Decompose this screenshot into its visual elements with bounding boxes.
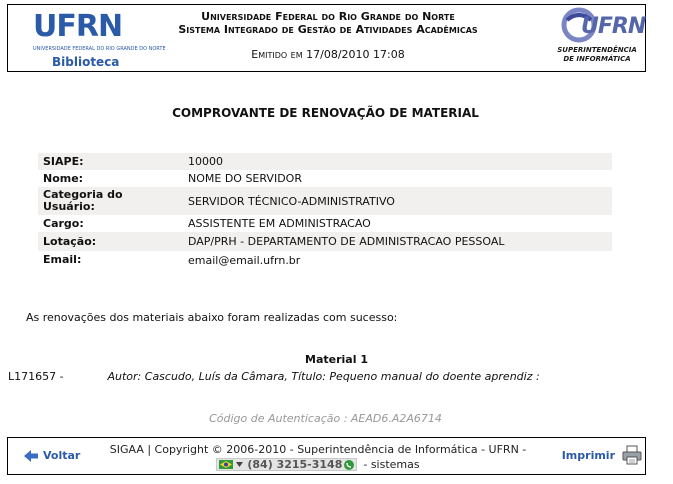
material-description: Autor: Cascudo, Luís da Câmara, Título: Pequeno manual do doente aprendiz :: [107, 370, 540, 383]
phone-number: (84) 3215-3148: [247, 458, 343, 471]
library-label: Biblioteca: [52, 55, 120, 69]
info-row-cargo: [38, 215, 612, 232]
success-message: As renovações dos materiais abaixo foram realizadas com sucesso:: [26, 311, 398, 324]
system-name: Sistema Integrado de Gestão de Atividades Acadêmicas: [178, 23, 478, 36]
lotacao-value: DAP/PRH - DEPARTAMENTO DE ADMINISTRACAO PESSOAL: [188, 235, 505, 248]
siape-label: SIAPE:: [43, 154, 84, 168]
emitted-date: Emitido em 17/08/2010 17:08: [251, 48, 405, 61]
info-row-email: [38, 251, 612, 269]
info-row-siape: [38, 153, 612, 170]
material-item: [8, 370, 540, 383]
header-titles: [158, 10, 498, 61]
sinfo-logo-line2: DE INFORMÁTICA: [563, 55, 631, 63]
email-label: Email:: [43, 253, 82, 266]
material-heading: Material 1: [305, 353, 368, 366]
lotacao-label: Lotação:: [43, 234, 97, 248]
ufrn-logo: [33, 9, 166, 69]
nome-label: Nome:: [43, 171, 84, 185]
systems-suffix: - sistemas: [363, 458, 420, 471]
material-code: L171657 -: [8, 370, 64, 383]
phone-line: [98, 457, 538, 472]
copyright-text: SIGAA | Copyright © 2006-2010 - Superintendência de Informática - UFRN -: [109, 443, 527, 456]
report-footer: [7, 437, 646, 475]
categoria-label: [43, 189, 188, 213]
authentication-code: Código de Autenticação : AEAD6.A2A6714: [209, 412, 442, 425]
footer-copyright: [98, 442, 538, 472]
sinfo-logo-line1: SUPERINTENDÊNCIA: [557, 46, 637, 54]
university-name: Universidade Federal do Rio Grande do Norte: [201, 10, 455, 23]
user-info-table: [38, 153, 612, 269]
chevron-down-icon: [236, 462, 243, 467]
page-title: COMPROVANTE DE RENOVAÇÃO DE MATERIAL: [172, 106, 479, 120]
cargo-label: Cargo:: [43, 216, 84, 230]
sinfo-logo-text: UFRN: [581, 14, 646, 39]
siape-value: 10000: [188, 155, 223, 168]
sinfo-logo: [557, 8, 646, 70]
cargo-value: ASSISTENTE EM ADMINISTRACAO: [188, 217, 371, 230]
info-row-categoria: [38, 187, 612, 215]
ufrn-logo-text: UFRN: [33, 9, 123, 44]
brazil-flag-icon: [219, 460, 233, 469]
nome-value: NOME DO SERVIDOR: [188, 172, 302, 185]
print-button[interactable]: Imprimir: [561, 449, 615, 462]
back-button[interactable]: [24, 449, 80, 462]
ufrn-logo-subtext: UNIVERSIDADE FEDERAL DO RIO GRANDE DO NORTE: [33, 46, 166, 52]
categoria-value: SERVIDOR TÉCNICO-ADMINISTRATIVO: [188, 194, 395, 208]
categoria-label-line1: Categoria do: [43, 188, 123, 201]
info-row-lotacao: [38, 232, 612, 251]
phone-icon: [344, 460, 354, 470]
email-value: email@email.ufrn.br: [188, 253, 301, 267]
back-label: Voltar: [43, 449, 81, 462]
info-row-nome: [38, 170, 612, 187]
phone-selector[interactable]: [216, 458, 357, 471]
printer-icon[interactable]: [622, 445, 642, 465]
report-header: [7, 4, 646, 72]
back-arrow-icon: [24, 450, 38, 462]
categoria-label-line2: Usuário:: [43, 200, 95, 213]
